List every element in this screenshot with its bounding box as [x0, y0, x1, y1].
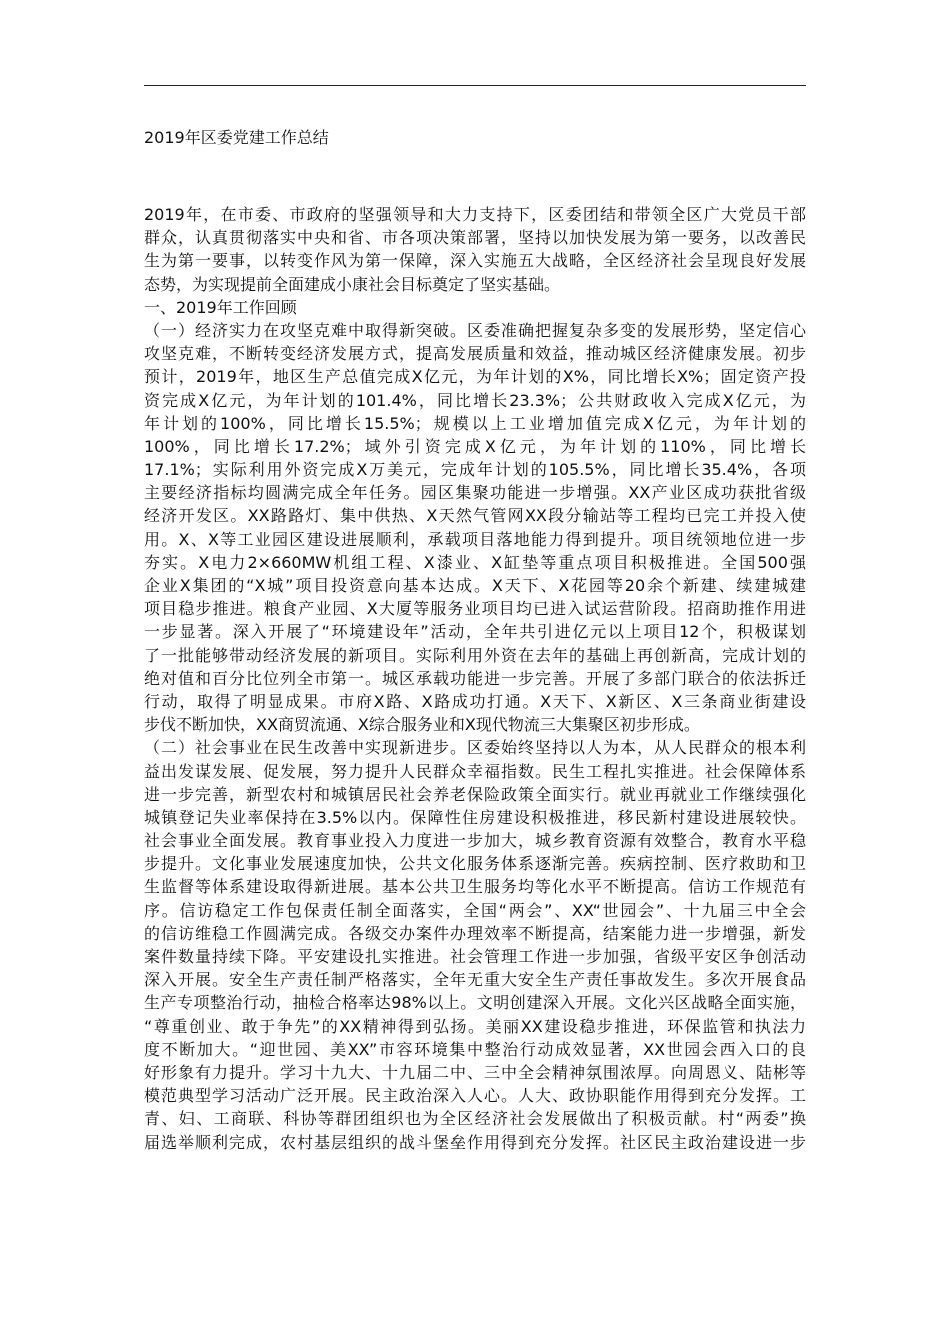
body-text-line: 预计，2019年，地区生产总值完成X亿元，为年计划的X%，同比增长X%；固定资产投 — [144, 367, 806, 387]
body-text-line: 经济开发区。XX路路灯、集中供热、X天然气管网XX段分输站等工程均已完工并投入使 — [144, 506, 806, 526]
body-text-line: 2019年，在市委、市政府的坚强领导和大力支持下，区委团结和带领全区广大党员干部 — [144, 205, 806, 224]
body-text-line: 步伐不断加快，XX商贸流通、X综合服务业和X现代物流三大集聚区初步形成。 — [144, 715, 700, 735]
body-text-line: 序。信访稳定工作包保责任制全面落实，全国“两会”、XX“世园会”、十九届三中全会 — [144, 900, 806, 920]
document-body — [144, 203, 806, 1154]
body-text-line: 案件数量持续下降。平安建设扎实推进。社会管理工作进一步加强，省级平安区争创活动 — [144, 947, 806, 966]
body-text-line: 主要经济指标均圆满完成全年任务。园区集聚功能进一步增强。XX产业区成功获批省级 — [144, 483, 806, 503]
body-text-line: “尊重创业、敢于争先”的XX精神得到弘扬。美丽XX建设稳步推进，环保监管和执法力 — [144, 1016, 806, 1036]
body-text-line: 行动，取得了明显成果。市府X路、X路成功打通。X天下、X新区、X三条商业街建设 — [144, 691, 806, 711]
body-text-line: 年计划的100%，同比增长15.5%；规模以上工业增加值完成X亿元，为年计划的 — [144, 413, 806, 433]
body-text-line: 资完成X亿元，为年计划的101.4%，同比增长23.3%；公共财政收入完成X亿元，为 — [144, 390, 806, 410]
body-text-line: 社会事业全面发展。教育事业投入力度进一步加大，城乡教育资源有效整合，教育水平稳 — [144, 831, 806, 851]
body-text-line: 绝对值和百分比位列全市第一。城区承载功能进一步完善。开展了多部门联合的依法拆迁 — [144, 668, 806, 688]
body-text-line: 群众，认真贯彻落实中央和省、市各项决策部署，坚持以加快发展为第一要务，以改善民 — [144, 228, 806, 248]
body-text-line: 益出发谋发展、促发展，努力提升人民群众幸福指数。民生工程扎实推进。社会保障体系 — [144, 761, 806, 781]
body-text-line: 攻坚克难，不断转变经济发展方式，提高发展质量和效益，推动城区经济健康发展。初步 — [144, 344, 806, 364]
body-text-line: 夯实。X电力2×660MW机组工程、X漆业、X缸垫等重点项目积极推进。全国500强 — [144, 552, 806, 572]
body-text-line: 青、妇、工商联、科协等群团组织也为全区经济社会发展做出了积极贡献。村“两委”换 — [144, 1109, 806, 1129]
body-text-line: 好形象有力提升。学习十九大、十九届二中、三中全会精神氛围浓厚。向周恩义、陆彬等 — [144, 1062, 806, 1082]
body-text-line: 17.1%；实际利用外资完成X万美元，完成年计划的105.5%，同比增长35.4%，各项 — [144, 460, 806, 480]
body-text-line: 了一批能够带动经济发展的新项目。实际利用外资在去年的基础上再创新高，完成计划的 — [144, 645, 806, 665]
body-text-line: 一、2019年工作回顾 — [144, 297, 297, 317]
body-text-line: 企业X集团的“X城”项目投资意向基本达成。X天下、X花园等20余个新建、续建城建 — [144, 576, 806, 595]
body-text-line: 进一步完善，新型农村和城镇居民社会养老保险政策全面实行。就业再就业工作继续强化 — [144, 784, 806, 804]
body-text-line: 的信访维稳工作圆满完成。各级交办案件办理效率不断提高，结案能力进一步增强，新发 — [144, 923, 806, 943]
body-text-line: 模范典型学习活动广泛开展。民主政治深入人心。人大、政协职能作用得到充分发挥。工 — [144, 1086, 806, 1106]
body-text-line: 城镇登记失业率保持在3.5%以内。保障性住房建设积极推进，移民新村建设进展较快。 — [144, 807, 806, 827]
body-text-line: 届选举顺利完成，农村基层组织的战斗堡垒作用得到充分发挥。社区民主政治建设进一步 — [144, 1132, 806, 1152]
body-text-line: （二）社会事业在民生改善中实现新进步。区委始终坚持以人为本，从人民群众的根本利 — [144, 738, 806, 758]
body-text-line: 态势，为实现提前全面建成小康社会目标奠定了坚实基础。 — [144, 274, 561, 294]
body-text-line: 深入开展。安全生产责任制严格落实，全年无重大安全生产责任事故发生。多次开展食品 — [144, 970, 806, 990]
body-text-line: 生监督等体系建设取得新进展。基本公共卫生服务均等化水平不断提高。信访工作规范有 — [144, 877, 806, 897]
body-text-line: 一步显著。深入开展了“环境建设年”活动，全年共引进亿元以上项目12个，积极谋划 — [144, 622, 806, 642]
body-text-line: 用。X、X等工业园区建设进展顺利，承载项目落地能力得到提升。项目统领地位进一步 — [144, 529, 806, 549]
body-text-line: 生产专项整治行动，抽检合格率达98%以上。文明创建深入开展。文化兴区战略全面实施， — [144, 993, 806, 1013]
body-text-line: 生为第一要事，以转变作风为第一保障，深入实施五大战略，全区经济社会呈现良好发展 — [144, 251, 806, 271]
header-rule — [144, 85, 806, 86]
body-text-line: （一）经济实力在攻坚克难中取得新突破。区委准确把握复杂多变的发展形势，坚定信心 — [144, 320, 806, 340]
body-text-line: 度不断加大。“迎世园、美XX”市容环境集中整治行动成效显著，XX世园会西入口的良 — [144, 1039, 806, 1059]
document-title: 2019年区委党建工作总结 — [144, 128, 329, 147]
body-text-line: 步提升。文化事业发展速度加快，公共文化服务体系逐渐完善。疾病控制、医疗救助和卫 — [144, 854, 806, 874]
body-text-line: 100%，同比增长17.2%；域外引资完成X亿元，为年计划的110%，同比增长 — [144, 436, 806, 456]
body-text-line: 项目稳步推进。粮食产业园、X大厦等服务业项目均已进入试运营阶段。招商助推作用进 — [144, 599, 806, 619]
